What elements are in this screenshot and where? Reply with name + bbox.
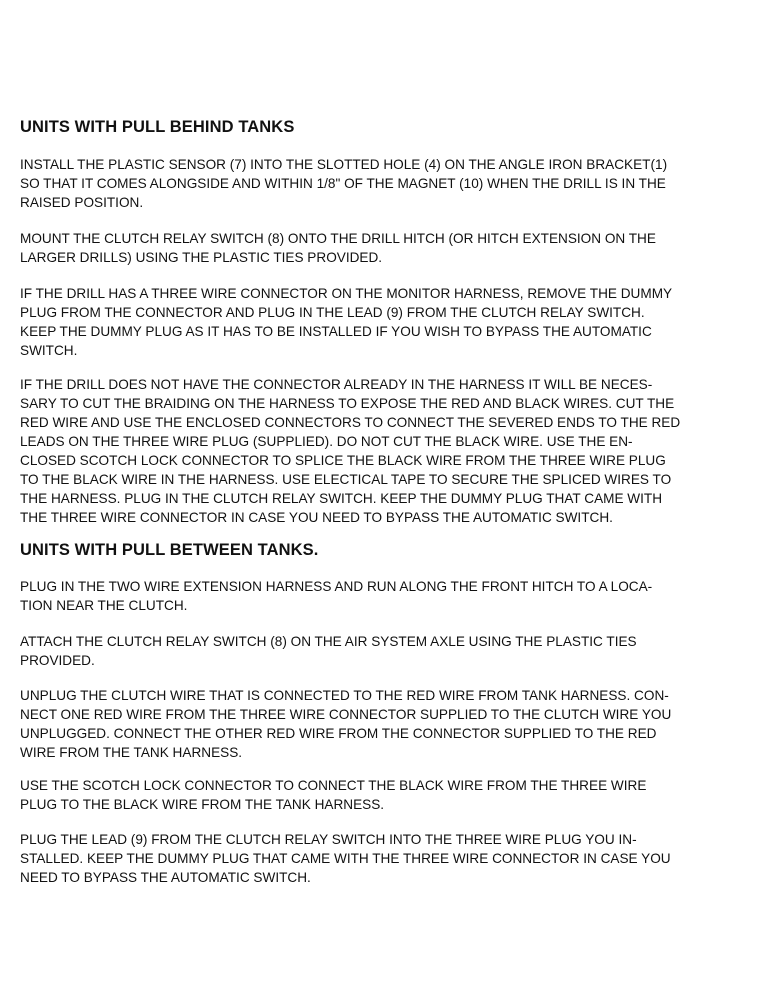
- paragraph-scotch-lock: [20, 776, 762, 814]
- text-line: THE THREE WIRE CONNECTOR IN CASE YOU NEED TO BYPASS THE AUTOMATIC SWITCH.: [20, 510, 613, 525]
- text-line: PLUG TO THE BLACK WIRE FROM THE TANK HARNESS.: [20, 797, 385, 812]
- text-line: MOUNT THE CLUTCH RELAY SWITCH (8) ONTO THE DRILL HITCH (OR HITCH EXTENSION ON THE: [20, 231, 656, 246]
- text-line: ATTACH THE CLUTCH RELAY SWITCH (8) ON THE AIR SYSTEM AXLE USING THE PLASTIC TIES: [20, 634, 637, 649]
- text-line: TION NEAR THE CLUTCH.: [20, 598, 188, 613]
- text-line: USE THE SCOTCH LOCK CONNECTOR TO CONNECT THE BLACK WIRE FROM THE THREE WIRE: [20, 778, 647, 793]
- text-line: TO THE BLACK WIRE IN THE HARNESS. USE ELECTICAL TAPE TO SECURE THE SPLICED WIRES TO: [20, 472, 672, 487]
- text-line: KEEP THE DUMMY PLUG AS IT HAS TO BE INSTALLED IF YOU WISH TO BYPASS THE AUTOMATIC: [20, 324, 652, 339]
- text-line: SARY TO CUT THE BRAIDING ON THE HARNESS TO EXPOSE THE RED AND BLACK WIRES. CUT THE: [20, 396, 675, 411]
- text-line: NECT ONE RED WIRE FROM THE THREE WIRE CONNECTOR SUPPLIED TO THE CLUTCH WIRE YOU: [20, 707, 672, 722]
- text-line: PLUG FROM THE CONNECTOR AND PLUG IN THE LEAD (9) FROM THE CLUTCH RELAY SWITCH.: [20, 305, 645, 320]
- text-line: NEED TO BYPASS THE AUTOMATIC SWITCH.: [20, 870, 311, 885]
- text-line: PLUG IN THE TWO WIRE EXTENSION HARNESS AND RUN ALONG THE FRONT HITCH TO A LOCA-: [20, 579, 653, 594]
- paragraph-install-sensor: [20, 155, 762, 212]
- text-line: SO THAT IT COMES ALONGSIDE AND WITHIN 1/8" OF THE MAGNET (10) WHEN THE DRILL IS IN THE: [20, 176, 666, 191]
- paragraph-extension-harness: [20, 577, 762, 615]
- text-line: LEADS ON THE THREE WIRE PLUG (SUPPLIED). DO NOT CUT THE BLACK WIRE. USE THE EN-: [20, 434, 633, 449]
- text-line: SWITCH.: [20, 343, 78, 358]
- text-line: INSTALL THE PLASTIC SENSOR (7) INTO THE SLOTTED HOLE (4) ON THE ANGLE IRON BRACKET(1): [20, 157, 668, 172]
- paragraph-attach-relay: [20, 632, 762, 670]
- text-line: RED WIRE AND USE THE ENCLOSED CONNECTORS TO CONNECT THE SEVERED ENDS TO THE RED: [20, 415, 681, 430]
- paragraph-unplug-clutch-wire: [20, 686, 762, 762]
- text-line: THE HARNESS. PLUG IN THE CLUTCH RELAY SWITCH. KEEP THE DUMMY PLUG THAT CAME WITH: [20, 491, 663, 506]
- paragraph-mount-relay: [20, 229, 762, 267]
- text-line: IF THE DRILL HAS A THREE WIRE CONNECTOR ON THE MONITOR HARNESS, REMOVE THE DUMMY: [20, 286, 673, 301]
- section-heading-pull-behind: UNITS WITH PULL BEHIND TANKS: [20, 118, 295, 136]
- text-line: CLOSED SCOTCH LOCK CONNECTOR TO SPLICE THE BLACK WIRE FROM THE THREE WIRE PLUG: [20, 453, 666, 468]
- text-line: UNPLUGGED. CONNECT THE OTHER RED WIRE FROM THE CONNECTOR SUPPLIED TO THE RED: [20, 726, 657, 741]
- text-line: PROVIDED.: [20, 653, 95, 668]
- paragraph-three-wire-connector: [20, 284, 762, 360]
- text-line: STALLED. KEEP THE DUMMY PLUG THAT CAME WITH THE THREE WIRE CONNECTOR IN CASE YOU: [20, 851, 671, 866]
- paragraph-plug-lead: [20, 830, 762, 887]
- text-line: PLUG THE LEAD (9) FROM THE CLUTCH RELAY SWITCH INTO THE THREE WIRE PLUG YOU IN-: [20, 832, 637, 847]
- section-heading-pull-between: UNITS WITH PULL BETWEEN TANKS.: [20, 541, 319, 559]
- text-line: UNPLUG THE CLUTCH WIRE THAT IS CONNECTED TO THE RED WIRE FROM TANK HARNESS. CON-: [20, 688, 669, 703]
- text-line: RAISED POSITION.: [20, 195, 144, 210]
- text-line: LARGER DRILLS) USING THE PLASTIC TIES PROVIDED.: [20, 250, 383, 265]
- paragraph-no-connector: [20, 375, 762, 527]
- text-line: WIRE FROM THE TANK HARNESS.: [20, 745, 243, 760]
- text-line: IF THE DRILL DOES NOT HAVE THE CONNECTOR ALREADY IN THE HARNESS IT WILL BE NECES-: [20, 377, 653, 392]
